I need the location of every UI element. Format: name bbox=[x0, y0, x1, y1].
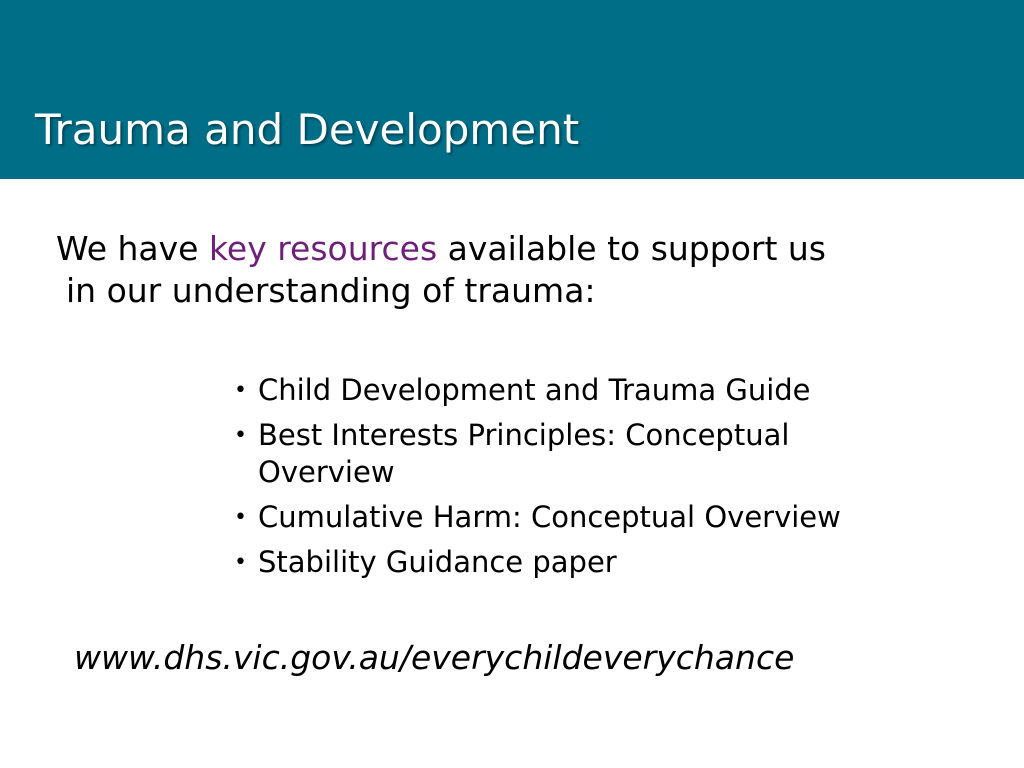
resource-item-label: Child Development and Trauma Guide bbox=[258, 373, 811, 407]
resource-item bbox=[234, 417, 974, 491]
resource-item-label: Stability Guidance paper bbox=[258, 545, 617, 579]
resource-item bbox=[234, 499, 974, 536]
intro-before: We have bbox=[56, 229, 209, 268]
bullet-icon: • bbox=[234, 423, 247, 448]
intro-line-2: in our understanding of trauma: bbox=[66, 271, 596, 310]
bullet-icon: • bbox=[234, 505, 247, 530]
resource-item bbox=[234, 544, 974, 581]
header-band bbox=[0, 0, 1024, 179]
resource-list bbox=[234, 372, 974, 589]
resource-item bbox=[234, 372, 974, 409]
website-url: www.dhs.vic.gov.au/everychildeverychance bbox=[74, 638, 795, 677]
slide-title: Trauma and Development bbox=[35, 105, 580, 154]
intro-text bbox=[56, 228, 1006, 312]
bullet-icon: • bbox=[234, 550, 247, 575]
intro-line-1 bbox=[56, 228, 1006, 270]
resource-item-label: Cumulative Harm: Conceptual Overview bbox=[258, 500, 841, 534]
intro-after: available to support us bbox=[437, 229, 826, 268]
intro-highlight: key resources bbox=[208, 229, 438, 268]
resource-item-label: Best Interests Principles: Conceptual Overview bbox=[258, 418, 790, 489]
bullet-icon: • bbox=[234, 378, 247, 403]
